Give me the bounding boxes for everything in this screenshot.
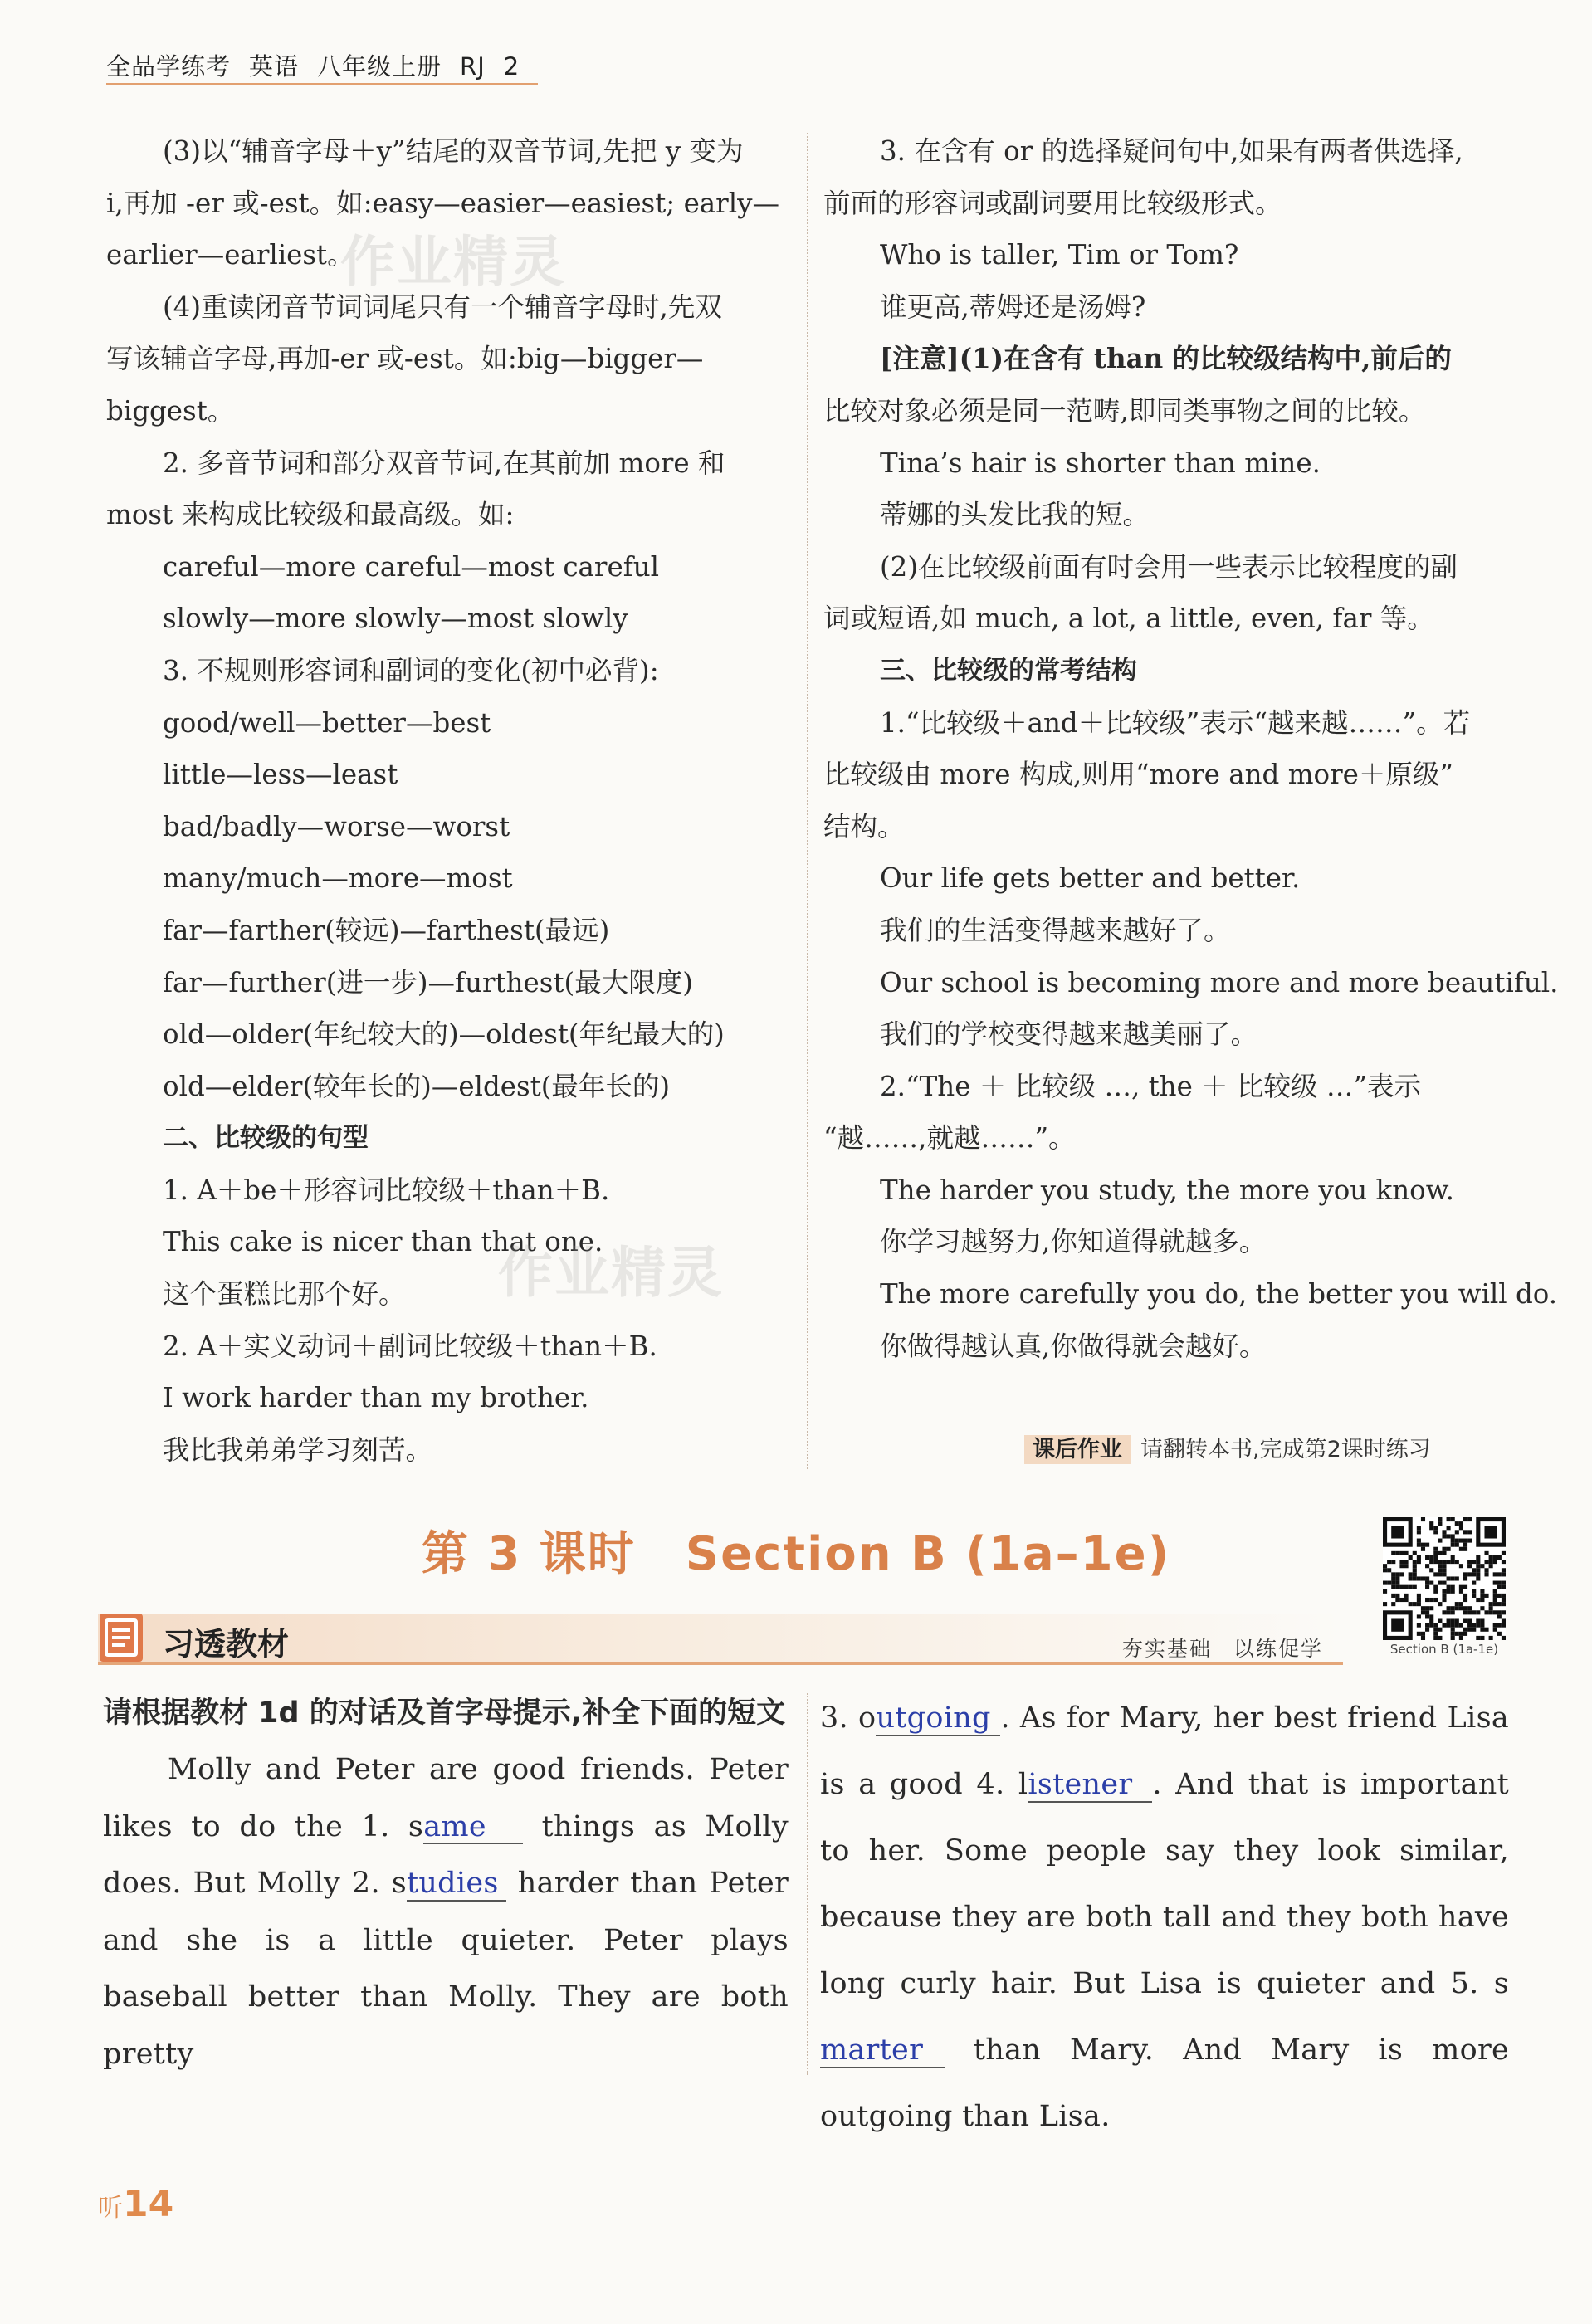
series-name: 全品学练考 <box>106 52 232 81</box>
text-line: 1.“比较级＋and＋比较级”表示“越来越……”。若 <box>880 706 1471 739</box>
text-line: 你做得越认真,你做得就会越好。 <box>880 1330 1267 1362</box>
exercise-right <box>820 1685 1509 2150</box>
page-number <box>98 2183 173 2225</box>
watermark: 作业精灵 <box>340 230 566 294</box>
text-line: 2. 多音节词和部分双音节词,在其前加 more 和 <box>163 447 725 479</box>
text-line: 二、比较级的句型 <box>163 1123 369 1154</box>
answer-blank-3[interactable]: utgoing <box>876 1702 1000 1736</box>
text-line: old—older(年纪较大的)—oldest(年纪最大的) <box>163 1018 725 1051</box>
lesson-label: 第 3 课时 <box>421 1527 636 1581</box>
text-line: 你学习越努力,你知道得就越多。 <box>880 1226 1267 1258</box>
watermark: 作业精灵 <box>498 1241 724 1305</box>
text-line: 词或短语,如 much, a lot, a little, even, far 等。 <box>823 603 1434 635</box>
column-divider <box>807 133 808 1469</box>
page-number-value: 14 <box>123 2183 174 2225</box>
answer-blank-1[interactable]: ame <box>423 1811 523 1845</box>
text-line: 这个蛋糕比那个好。 <box>163 1278 406 1311</box>
text-line: The more carefully you do, the better you will do. <box>880 1278 1558 1311</box>
text-line: Our school is becoming more and more beautiful. <box>880 966 1559 998</box>
homework-tag: 课后作业 <box>1024 1435 1131 1464</box>
text-line: 我们的学校变得越来越美丽了。 <box>880 1018 1258 1051</box>
subject: 英语 <box>249 52 300 81</box>
text-line: biggest。 <box>106 394 235 427</box>
page-prefix: 听 <box>98 2194 123 2223</box>
band-subtitle-2: 以练促学 <box>1233 1637 1324 1661</box>
homework-text: 请翻转本书,完成第2课时练习 <box>1140 1437 1431 1462</box>
text-line: 比较级由 more 构成,则用“more and more＋原级” <box>823 759 1453 791</box>
text-line: 3. 不规则形容词和副词的变化(初中必背): <box>163 654 659 686</box>
text-line: Tina’s hair is shorter than mine. <box>880 447 1321 479</box>
qr-label: Section B (1a-1e) <box>1389 1642 1499 1657</box>
text-line: 谁更高,蒂姆还是汤姆? <box>880 290 1146 323</box>
textbook-icon <box>98 1612 144 1663</box>
exercise-left <box>103 1685 789 2082</box>
exercise-passage-part2: 3. outgoing . As for Mary, her best friend Lisa is a good 4. listener . And that is important to her. Some people say they look similar, because they are both tall and they both have long curly hair. But Lisa is quieter and 5. smarter than Mary. And Mary is more outgoing than Lisa. <box>820 1702 1509 2133</box>
text-line: 蒂娜的头发比我的短。 <box>880 499 1150 531</box>
unit-number: 2 <box>503 52 520 81</box>
text-line: careful—more careful—most careful <box>163 550 660 583</box>
text-line: 我比我弟弟学习刻苦。 <box>163 1433 433 1466</box>
text-line: Who is taller, Tim or Tom? <box>880 239 1239 271</box>
text-line: 写该辅音字母,再加-er 或-est。如:big—bigger— <box>106 343 704 375</box>
grade: 八年级上册 <box>317 52 442 81</box>
text-line: 1. A＋be＋形容词比较级＋than＋B. <box>163 1174 610 1206</box>
answer-blank-5[interactable]: marter <box>820 2034 945 2068</box>
text-line: many/much—more—most <box>163 862 513 895</box>
text-line: (3)以“辅音字母＋y”结尾的双音节词,先把 y 变为 <box>163 135 744 167</box>
section-title <box>0 1517 1592 1584</box>
text-line: 比较对象必须是同一范畴,即同类事物之间的比较。 <box>823 394 1426 427</box>
text-line: earlier—earliest。 <box>106 239 354 271</box>
edition: RJ <box>460 52 486 81</box>
text-line: slowly—more slowly—most slowly <box>163 603 628 635</box>
text-line: (2)在比较级前面有时会用一些表示比较程度的副 <box>880 550 1458 583</box>
text-line: This cake is nicer than that one. <box>163 1226 603 1258</box>
text-line: 3. 在含有 or 的选择疑问句中,如果有两者供选择, <box>880 135 1463 167</box>
text-line: I work harder than my brother. <box>163 1382 589 1414</box>
qr-code-icon[interactable] <box>1383 1517 1506 1640</box>
text-line: bad/badly—worse—worst <box>163 810 510 842</box>
text-line: (4)重读闭音节词词尾只有一个辅音字母时,先双 <box>163 290 722 323</box>
header-rule <box>106 83 538 85</box>
section-name: Section B (1a–1e) <box>685 1527 1171 1581</box>
text-line: old—elder(较年长的)—eldest(最年长的) <box>163 1070 671 1102</box>
band-title: 习透教材 <box>163 1626 290 1662</box>
grammar-right-column <box>823 125 1559 1372</box>
book-header <box>106 48 538 82</box>
text-line: 2.“The ＋ 比较级 …, the ＋ 比较级 …”表示 <box>880 1070 1421 1102</box>
homework-note <box>1024 1431 1431 1463</box>
band-subtitle-1: 夯实基础 <box>1122 1637 1213 1661</box>
text-line: far—farther(较远)—farthest(最远) <box>163 914 610 946</box>
text-line: [注意](1)在含有 than 的比较级结构中,前后的 <box>880 342 1452 375</box>
band-subtitle <box>1122 1633 1323 1662</box>
text-line: 2. A＋实义动词＋副词比较级＋than＋B. <box>163 1330 657 1362</box>
text-line: 前面的形容词或副词要用比较级形式。 <box>823 187 1282 219</box>
column-divider <box>807 1693 808 2075</box>
text-line: 三、比较级的常考结构 <box>880 655 1137 686</box>
text-line: Our life gets better and better. <box>880 862 1301 895</box>
text-line: “越……,就越……”。 <box>823 1122 1076 1155</box>
text-line: 结构。 <box>823 810 905 842</box>
text-line: little—less—least <box>163 759 398 791</box>
text-line: The harder you study, the more you know. <box>880 1174 1455 1206</box>
exercise-passage-part1: Molly and Peter are good friends. Peter likes to do the 1. same things as Molly does. But Molly 2. studies harder than Peter and she is a little quieter. Peter plays baseball better than Molly. They are both pretty <box>103 1753 789 2071</box>
text-line: 我们的生活变得越来越好了。 <box>880 914 1231 946</box>
answer-blank-2[interactable]: tudies <box>407 1868 506 1902</box>
text-line: most 来构成比较级和最高级。如: <box>106 499 515 531</box>
text-line: far—further(进一步)—furthest(最大限度) <box>163 966 693 998</box>
text-line: good/well—better—best <box>163 706 491 739</box>
text-line: i,再加 -er 或-est。如:easy—easier—easiest; early— <box>106 187 779 219</box>
answer-blank-4[interactable]: istener <box>1028 1769 1152 1803</box>
exercise-instruction: 请根据教材 1d 的对话及首字母提示,补全下面的短文 <box>103 1697 786 1730</box>
